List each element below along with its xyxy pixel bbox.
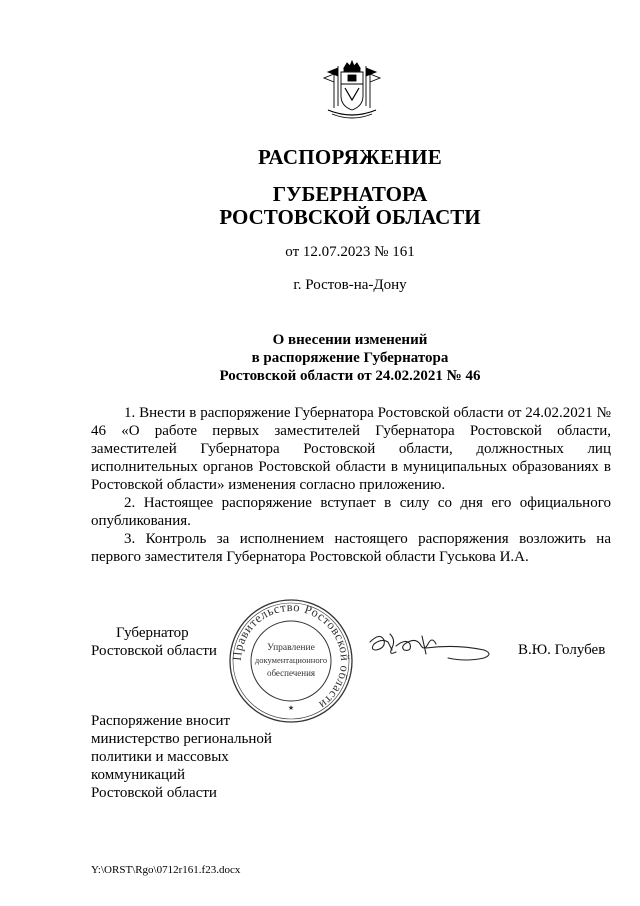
- coat-of-arms-icon: [314, 60, 390, 122]
- signer-role-line-1: Губернатор: [116, 625, 189, 641]
- submitter-note: [91, 712, 272, 802]
- body-paragraph-3: 3. Контроль за исполнением настоящего распоряжения возложить на первого заместителя Губернатора Ростовской области Гуськова И.А.: [91, 531, 611, 565]
- submitter-note-line-1: Распоряжение вносит: [91, 713, 231, 729]
- subject-line-3: Ростовской области от 24.02.2021 № 46: [219, 368, 481, 384]
- official-stamp: [228, 598, 354, 724]
- stamp-star-icon: ★: [287, 704, 295, 712]
- submitter-note-line-4: коммуникаций: [91, 767, 186, 783]
- date-number: от 12.07.2023 № 161: [285, 244, 415, 260]
- subject-line-1: О внесении изменений: [272, 332, 428, 348]
- stamp-inner-line-1: Управление: [267, 643, 315, 653]
- stamp-inner-line-3: обеспечения: [266, 668, 316, 678]
- body-paragraph-1: 1. Внести в распоряжение Губернатора Ростовской области от 24.02.2021 № 46 «О работе первых заместителей Губернатора Ростовской области, заместителей Губернатора Ростовской области, должностных лиц исполнительных органов Ростовской области в муниципальных образованиях в Ростовской области» изменения согласно приложению.: [91, 405, 611, 493]
- file-path: Y:\ORST\Rgo\0712r161.f23.docx: [91, 864, 241, 876]
- signer-name: В.Ю. Голубев: [518, 642, 606, 658]
- document-title: РАСПОРЯЖЕНИЕ: [257, 145, 443, 169]
- body-paragraph-2: 2. Настоящее распоряжение вступает в силу со дня его официального опубликования.: [91, 495, 611, 529]
- authority-line-2: РОСТОВСКОЙ ОБЛАСТИ: [219, 205, 481, 229]
- submitter-note-line-5: Ростовской области: [91, 785, 217, 801]
- stamp-outer-text: Правительство Ростовской области: [229, 599, 353, 713]
- submitter-note-line-3: политики и массовых: [91, 749, 229, 765]
- authority-line-1: ГУБЕРНАТОРА: [272, 182, 428, 206]
- document-subject: [0, 331, 640, 385]
- signer-role: [91, 624, 217, 660]
- city: г. Ростов-на-Дону: [293, 277, 407, 293]
- document-body: [91, 404, 611, 566]
- submitter-note-line-2: министерство региональной: [91, 731, 272, 747]
- signer-role-line-2: Ростовской области: [91, 643, 217, 659]
- stamp-inner-line-2: документационного: [254, 655, 328, 665]
- handwritten-signature: [366, 628, 498, 668]
- subject-line-2: в распоряжение Губернатора: [251, 350, 449, 366]
